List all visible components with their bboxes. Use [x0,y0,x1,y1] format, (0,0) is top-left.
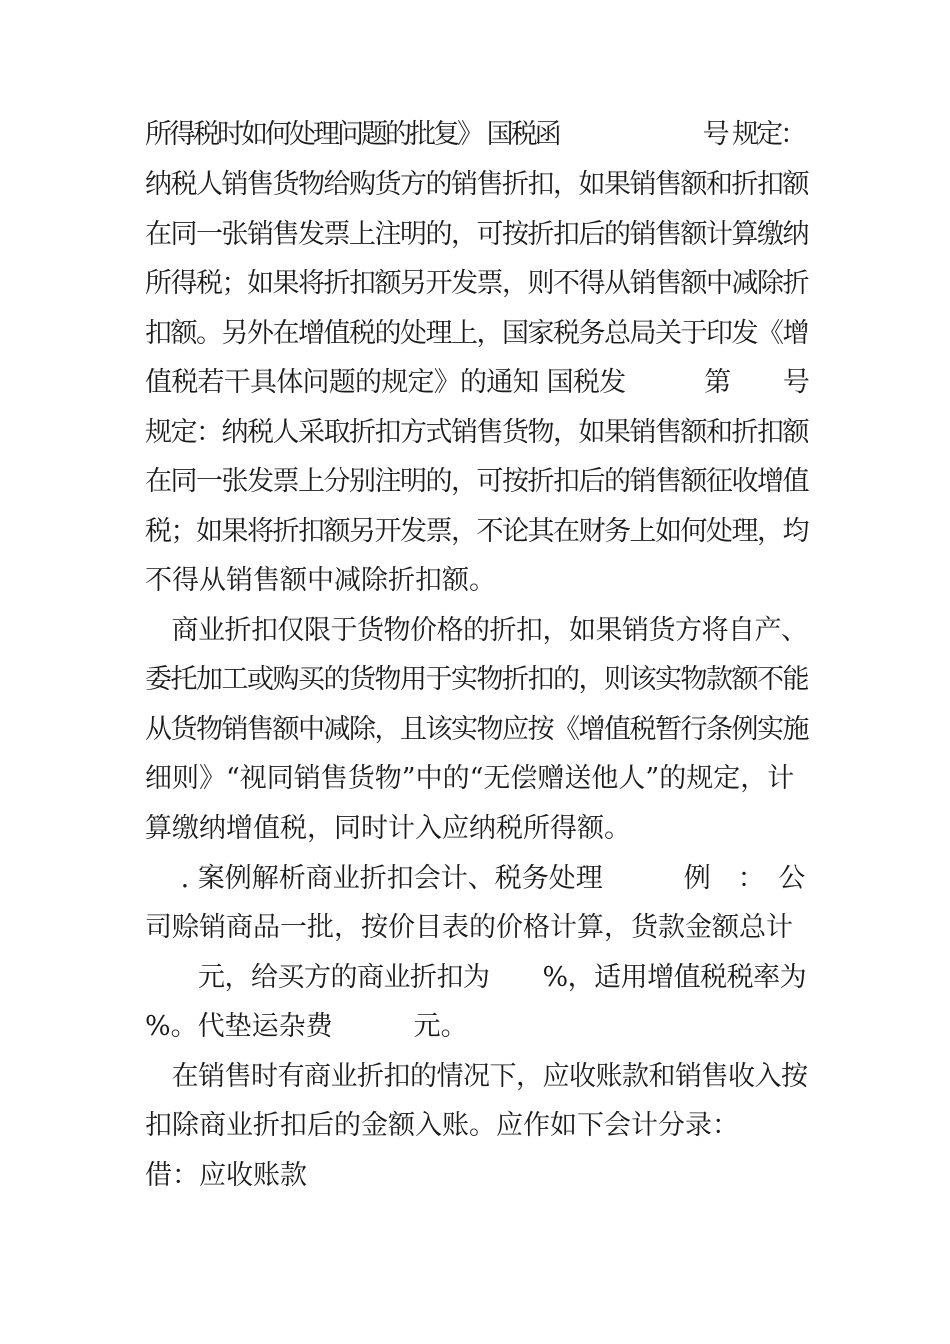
text-line: 纳税人销售货物给购货方的销售折扣，如果销售额和折扣额 [145,169,808,200]
text-line: %。代垫运杂费 元。 [145,1011,468,1042]
text-line: 元，给买方的商业折扣为 %，适用增值税税率为 [145,962,807,993]
text-line: . 案例解析商业折扣会计、税务处理 例 ： 公 [145,863,806,894]
text-line: 委托加工或购买的货物用于实物折扣的，则该实物款额不能 [145,664,808,695]
text-line: 值税若干具体问题的规定》的通知 国税发 第 号 [145,367,810,398]
text-line: 规定：纳税人采取折扣方式销售货物，如果销售额和折扣额 [145,417,808,448]
text-line: 不得从销售额中减除折扣额。 [145,565,496,596]
text-line: 从货物销售额中减除，且该实物应按《增值税暂行条例实施 [145,714,808,745]
text-line: 扣除商业折扣后的金额入账。应作如下会计分录： [145,1110,739,1141]
text-line: 在同一张发票上分别注明的，可按折扣后的销售额征收增值 [145,466,808,497]
text-line: 算缴纳增值税，同时计入应纳税所得额。 [145,813,631,844]
text-line: 在销售时有商业折扣的情况下，应收账款和销售收入按 [145,1061,808,1092]
text-line: 扣额。另外在增值税的处理上，国家税务总局关于印发《增 [145,318,808,349]
text-line: 税；如果将折扣额另开发票，不论其在财务上如何处理，均 [145,516,808,547]
text-line: 细则》“视同销售货物”中的“无偿赠送他人”的规定，计 [145,763,795,794]
text-line: 司赊销商品一批，按价目表的价格计算，货款金额总计 [145,912,793,943]
text-line: 所得税；如果将折扣额另开发票，则不得从销售额中减除折 [145,268,808,299]
text-line: 所得税时如何处理问题的批复》 国税函 号 规定： [145,119,805,150]
text-line: 商业折扣仅限于货物价格的折扣，如果销货方将自产、 [145,615,808,646]
text-line: 在同一张销售发票上注明的，可按折扣后的销售额计算缴纳 [145,219,808,250]
text-line: 借：应收账款 [145,1160,307,1191]
